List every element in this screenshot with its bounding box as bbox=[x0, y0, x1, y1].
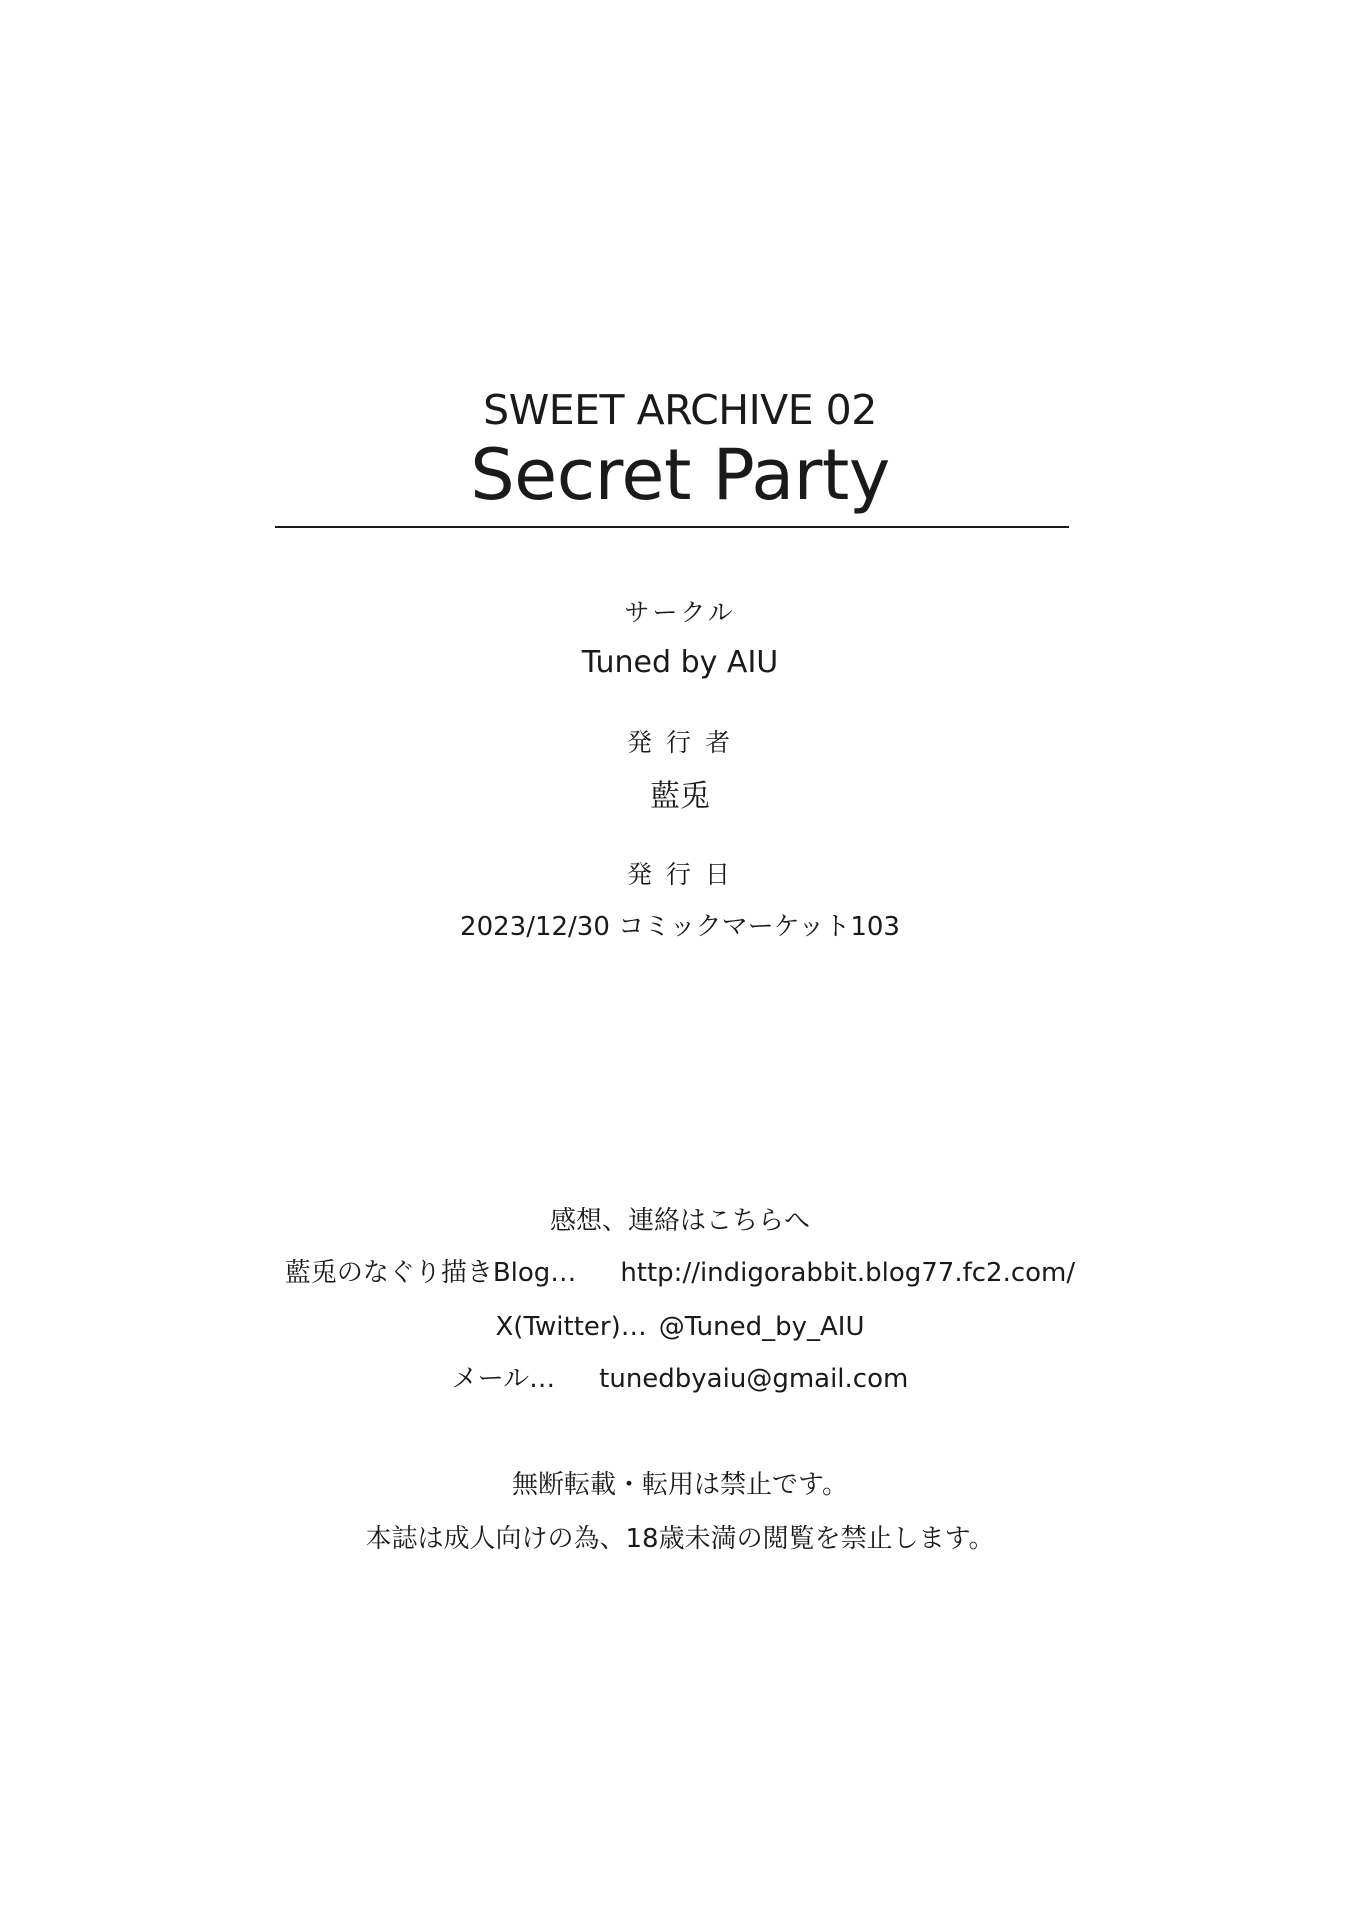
series-title: SWEET ARCHIVE 02 bbox=[483, 386, 877, 434]
book-title: Secret Party bbox=[470, 434, 890, 516]
mail-label: メール… bbox=[451, 1364, 556, 1394]
publisher-label: 発 行 者 bbox=[627, 728, 733, 757]
publisher-name: 藍兎 bbox=[650, 779, 710, 814]
twitter-handle[interactable]: @Tuned_by_AIU bbox=[658, 1312, 865, 1342]
title-divider bbox=[275, 526, 1069, 528]
publication-date: 2023/12/30 コミックマーケット103 bbox=[460, 912, 900, 942]
no-reprint-notice: 無断転載・転用は禁止です。 bbox=[512, 1470, 848, 1500]
mail-row bbox=[0, 1366, 1360, 1392]
twitter-label: X(Twitter)… bbox=[495, 1312, 647, 1342]
circle-name: Tuned by AIU bbox=[581, 645, 779, 680]
circle-label: サークル bbox=[624, 598, 736, 627]
mail-address[interactable]: tunedbyaiu@gmail.com bbox=[599, 1364, 909, 1394]
blog-link[interactable]: http://indigorabbit.blog77.fc2.com/ bbox=[620, 1258, 1076, 1288]
blog-label: 藍兎のなぐり描きBlog… bbox=[284, 1258, 577, 1288]
adult-only-notice: 本誌は成人向けの為、18歳未満の閲覧を禁止します。 bbox=[365, 1524, 995, 1554]
twitter-row bbox=[0, 1314, 1360, 1340]
blog-row bbox=[0, 1260, 1360, 1286]
contact-heading: 感想、連絡はこちらへ bbox=[549, 1206, 810, 1236]
date-label: 発 行 日 bbox=[627, 860, 733, 889]
